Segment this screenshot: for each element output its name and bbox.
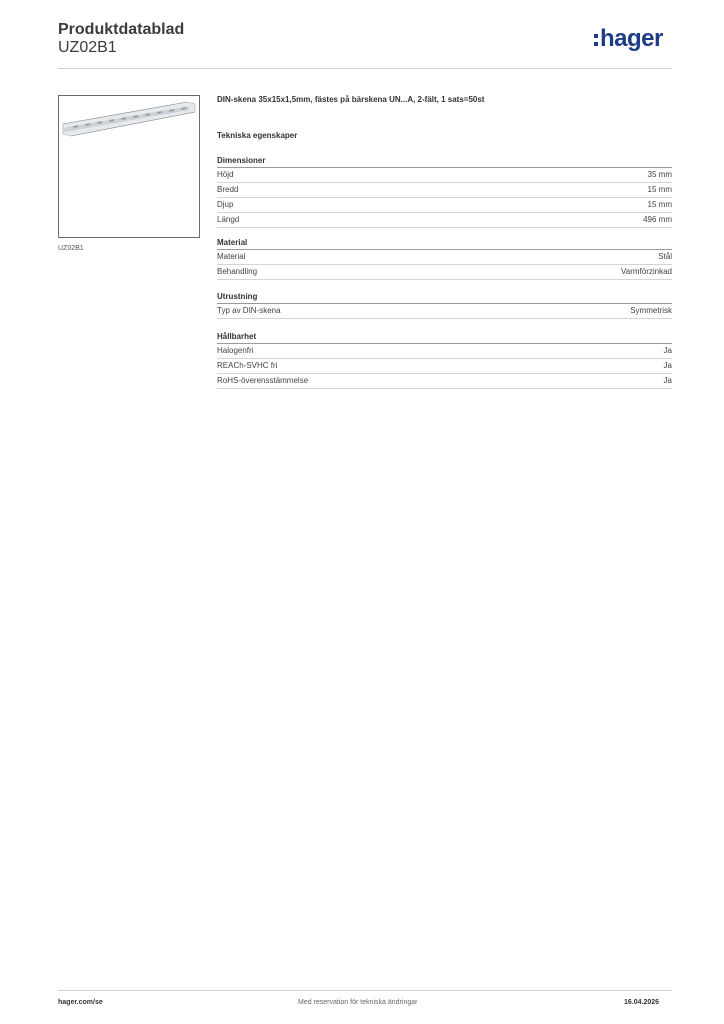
spec-value: 15 mm [647,185,672,194]
section-title: Dimensioner [217,155,672,168]
spec-label: Höjd [217,170,234,179]
spec-row [217,183,672,198]
section-title: Hållbarhet [217,331,672,344]
spec-label: REACh-SVHC fri [217,361,278,370]
section-dimensioner [217,155,672,228]
image-caption: UZ02B1 [58,245,84,252]
spec-value: 35 mm [647,170,672,179]
footer-website: hager.com/se [58,999,103,1006]
spec-row [217,265,672,280]
section-title: Material [217,237,672,250]
footer-date: 16.04.2026 [624,999,660,1006]
spec-label: RoHS-överensstämmelse [217,376,309,385]
spec-label: Material [217,252,246,261]
logo-dots-icon [594,34,598,50]
spec-label: Typ av DIN-skena [217,306,281,315]
spec-row [217,250,672,265]
spec-row [217,213,672,228]
spec-row [217,304,672,319]
spec-row [217,359,672,374]
logo-wordmark: hager [600,25,663,52]
spec-label: Djup [217,200,234,209]
spec-row [217,198,672,213]
header-divider [58,68,672,69]
spec-row [217,374,672,389]
spec-row [217,168,672,183]
footer-divider [58,990,672,991]
footer-notice: Med reservation för tekniska ändringar [298,999,418,1006]
section-utrustning [217,291,672,319]
din-rail-icon [59,96,199,237]
spec-label: Bredd [217,185,239,194]
spec-value: Ja [663,346,672,355]
spec-value: Varmförzinkad [621,267,672,276]
spec-value: 496 mm [643,215,672,224]
spec-value: 15 mm [647,200,672,209]
section-hallbarhet [217,331,672,389]
section-title: Utrustning [217,291,672,304]
spec-value: Ja [663,376,672,385]
tech-heading: Tekniska egenskaper [217,131,298,140]
spec-label: Längd [217,215,240,224]
spec-label: Halogenfri [217,346,254,355]
spec-value: Stål [658,252,672,261]
spec-label: Behandling [217,267,258,276]
spec-row [217,344,672,359]
section-material [217,237,672,280]
spec-value: Symmetrisk [630,306,672,315]
product-code: UZ02B1 [58,39,117,56]
spec-value: Ja [663,361,672,370]
product-description: DIN-skena 35x15x1,5mm, fästes på bärskena UN...A, 2-fält, 1 sats=50st [217,95,485,104]
doc-title: Produktdatablad [58,21,185,38]
product-image [58,95,200,238]
